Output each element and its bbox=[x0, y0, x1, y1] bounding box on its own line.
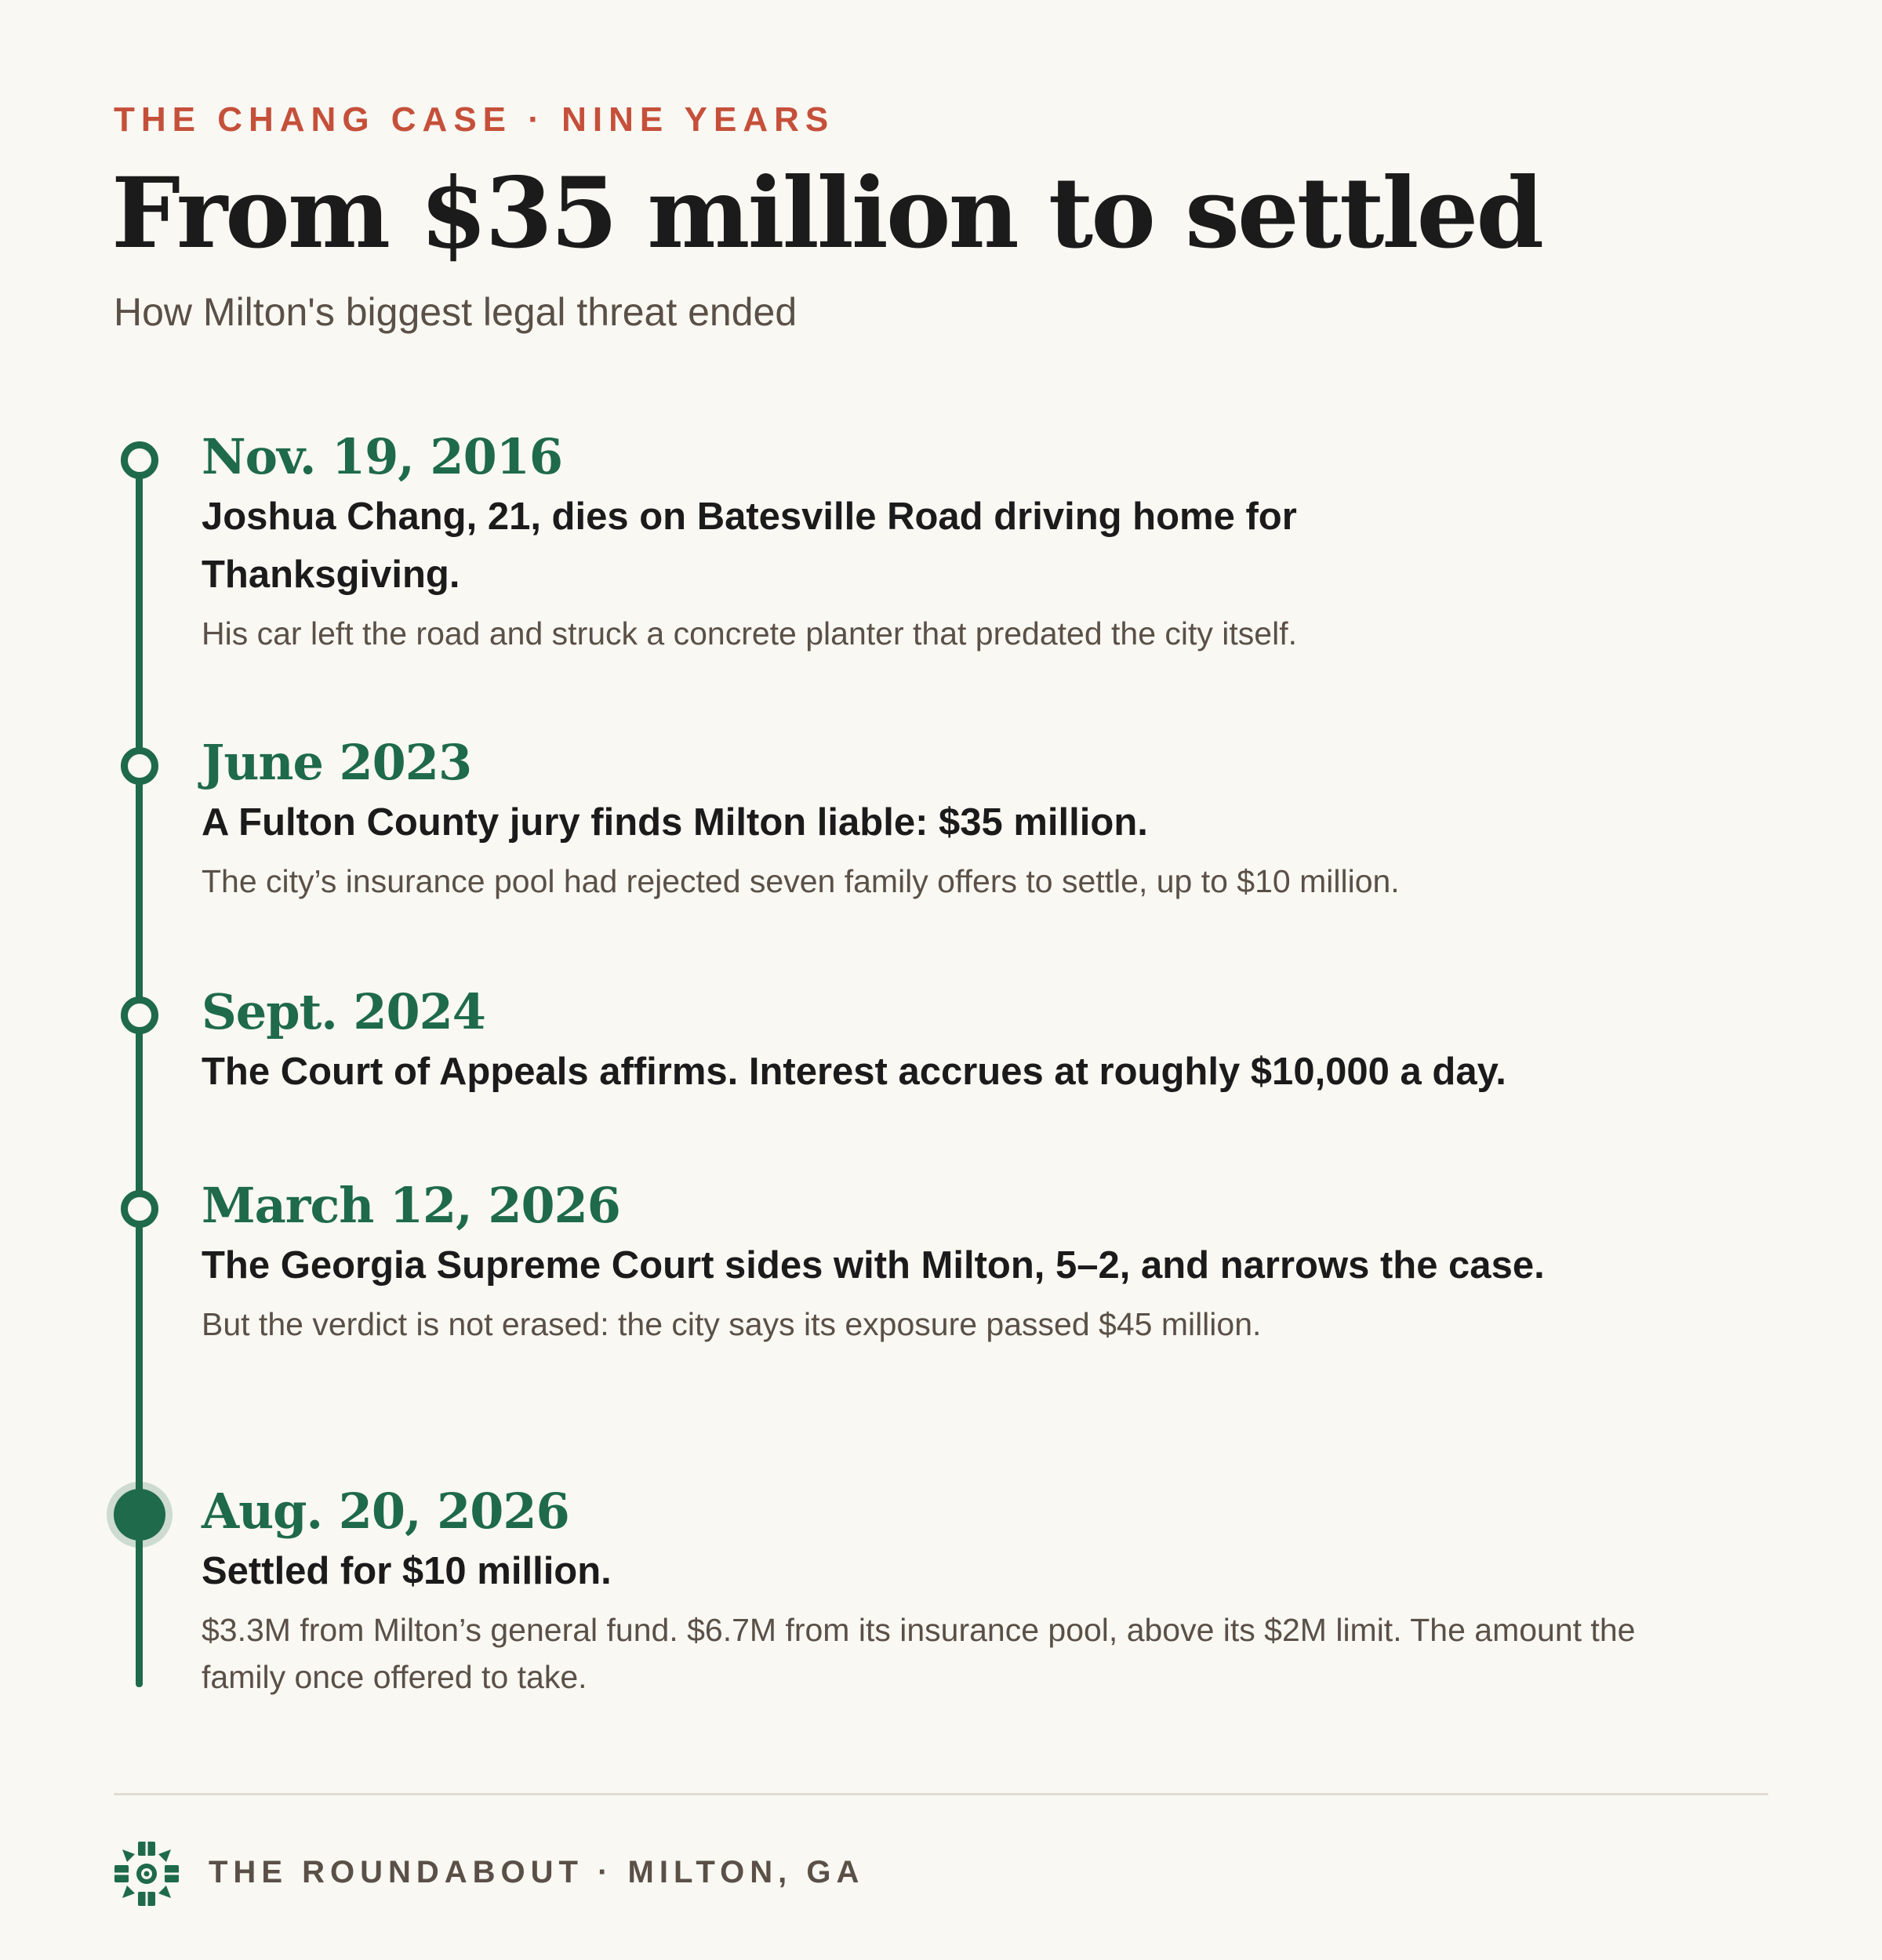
timeline-event bbox=[202, 983, 1691, 1101]
event-date: Sept. 2024 bbox=[202, 983, 485, 1040]
event-detail: His car left the road and struck a concrete planter that predated the city itself. bbox=[202, 615, 1298, 652]
event-headline: The Court of Appeals affirms. Interest accrues at roughly $10,000 a day. bbox=[202, 1051, 1506, 1093]
timeline-marker-filled bbox=[114, 1489, 165, 1541]
event-detail: The city’s insurance pool had rejected seven family offers to settle, up to $10 million. bbox=[202, 863, 1400, 899]
timeline-marker-open bbox=[121, 747, 158, 785]
roundabout-logo-icon bbox=[111, 1838, 182, 1909]
event-date: June 2023 bbox=[202, 734, 472, 791]
footer-divider bbox=[114, 1793, 1768, 1795]
kicker: THE CHANG CASE · NINE YEARS bbox=[114, 100, 835, 139]
event-headline: The Georgia Supreme Court sides with Milton, 5–2, and narrows the case. bbox=[202, 1244, 1545, 1287]
event-headline: Settled for $10 million. bbox=[202, 1550, 612, 1592]
footer-brand: THE ROUNDABOUT · MILTON, GA bbox=[209, 1855, 865, 1889]
timeline-marker-open bbox=[121, 996, 158, 1034]
page-title: From $35 million to settled bbox=[111, 157, 1542, 270]
event-detail: $3.3M from Milton’s general fund. $6.7M from its insurance pool, above its $2M limit. The amount the family once offered to take. bbox=[202, 1612, 1636, 1695]
event-date: Nov. 19, 2016 bbox=[202, 428, 562, 485]
timeline-event bbox=[202, 734, 1691, 905]
event-headline: Joshua Chang, 21, dies on Batesville Road driving home for Thanksgiving. bbox=[202, 495, 1297, 596]
timeline-event bbox=[202, 1483, 1691, 1700]
event-date: March 12, 2026 bbox=[202, 1177, 620, 1234]
timeline-event bbox=[202, 1177, 1691, 1348]
timeline-marker-open bbox=[121, 441, 158, 479]
page-subtitle: How Milton's biggest legal threat ended bbox=[114, 290, 797, 334]
event-headline: A Fulton County jury finds Milton liable: $35 million. bbox=[202, 801, 1148, 844]
timeline-event bbox=[202, 428, 1691, 657]
event-detail: But the verdict is not erased: the city says its exposure passed $45 million. bbox=[202, 1306, 1262, 1342]
event-date: Aug. 20, 2026 bbox=[202, 1483, 569, 1540]
timeline-marker-open bbox=[121, 1190, 158, 1228]
